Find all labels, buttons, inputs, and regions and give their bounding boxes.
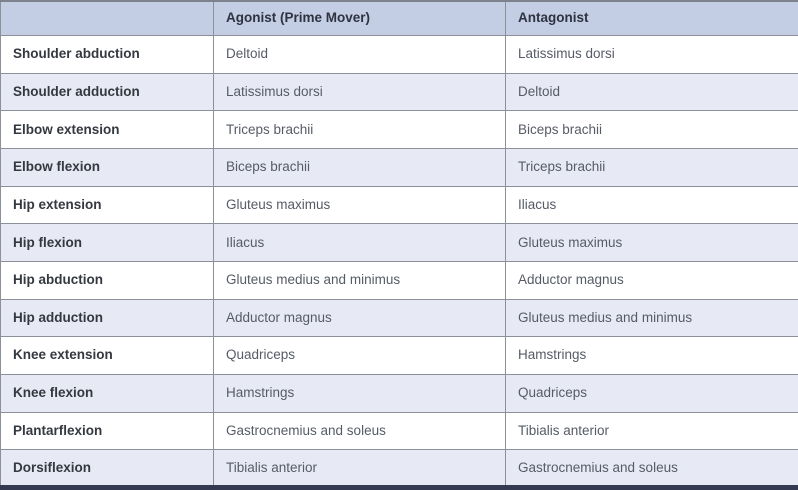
agonist-cell: Latissimus dorsi — [214, 73, 506, 111]
table-header — [1, 1, 798, 36]
antagonist-cell: Deltoid — [506, 73, 798, 111]
header-agonist: Agonist (Prime Mover) — [214, 1, 506, 36]
antagonist-cell: Hamstrings — [506, 337, 798, 375]
agonist-cell: Triceps brachii — [214, 111, 506, 149]
table-row — [1, 36, 798, 74]
header-movement — [1, 1, 214, 36]
movement-cell: Hip extension — [1, 186, 214, 224]
antagonist-cell: Gastrocnemius and soleus — [506, 450, 798, 488]
movement-cell: Shoulder abduction — [1, 36, 214, 74]
agonist-cell: Adductor magnus — [214, 299, 506, 337]
movement-cell: Plantarflexion — [1, 412, 214, 450]
table-row — [1, 186, 798, 224]
table-row — [1, 337, 798, 375]
table-row — [1, 73, 798, 111]
table-row — [1, 261, 798, 299]
agonist-cell: Biceps brachii — [214, 148, 506, 186]
movement-cell: Knee extension — [1, 337, 214, 375]
agonist-cell: Tibialis anterior — [214, 450, 506, 488]
header-row — [1, 1, 798, 36]
agonist-cell: Gluteus medius and minimus — [214, 261, 506, 299]
agonist-cell: Quadriceps — [214, 337, 506, 375]
antagonist-cell: Gluteus maximus — [506, 224, 798, 262]
table-row — [1, 224, 798, 262]
table-row — [1, 299, 798, 337]
movement-cell: Shoulder adduction — [1, 73, 214, 111]
table-body — [1, 36, 798, 488]
movement-cell: Hip adduction — [1, 299, 214, 337]
agonist-cell: Iliacus — [214, 224, 506, 262]
antagonist-cell: Biceps brachii — [506, 111, 798, 149]
movement-cell: Elbow flexion — [1, 148, 214, 186]
movement-cell: Dorsiflexion — [1, 450, 214, 488]
antagonist-cell: Iliacus — [506, 186, 798, 224]
antagonist-cell: Adductor magnus — [506, 261, 798, 299]
movement-cell: Hip abduction — [1, 261, 214, 299]
table-row — [1, 374, 798, 412]
agonist-cell: Gluteus maximus — [214, 186, 506, 224]
antagonist-cell: Triceps brachii — [506, 148, 798, 186]
table-row — [1, 412, 798, 450]
header-antagonist: Antagonist — [506, 1, 798, 36]
agonist-cell: Deltoid — [214, 36, 506, 74]
antagonist-cell: Quadriceps — [506, 374, 798, 412]
antagonist-cell: Latissimus dorsi — [506, 36, 798, 74]
antagonist-cell: Gluteus medius and minimus — [506, 299, 798, 337]
antagonist-cell: Tibialis anterior — [506, 412, 798, 450]
table-row — [1, 450, 798, 488]
movement-cell: Hip flexion — [1, 224, 214, 262]
table-row — [1, 148, 798, 186]
movement-cell: Elbow extension — [1, 111, 214, 149]
agonist-cell: Hamstrings — [214, 374, 506, 412]
table-row — [1, 111, 798, 149]
movement-cell: Knee flexion — [1, 374, 214, 412]
agonist-cell: Gastrocnemius and soleus — [214, 412, 506, 450]
